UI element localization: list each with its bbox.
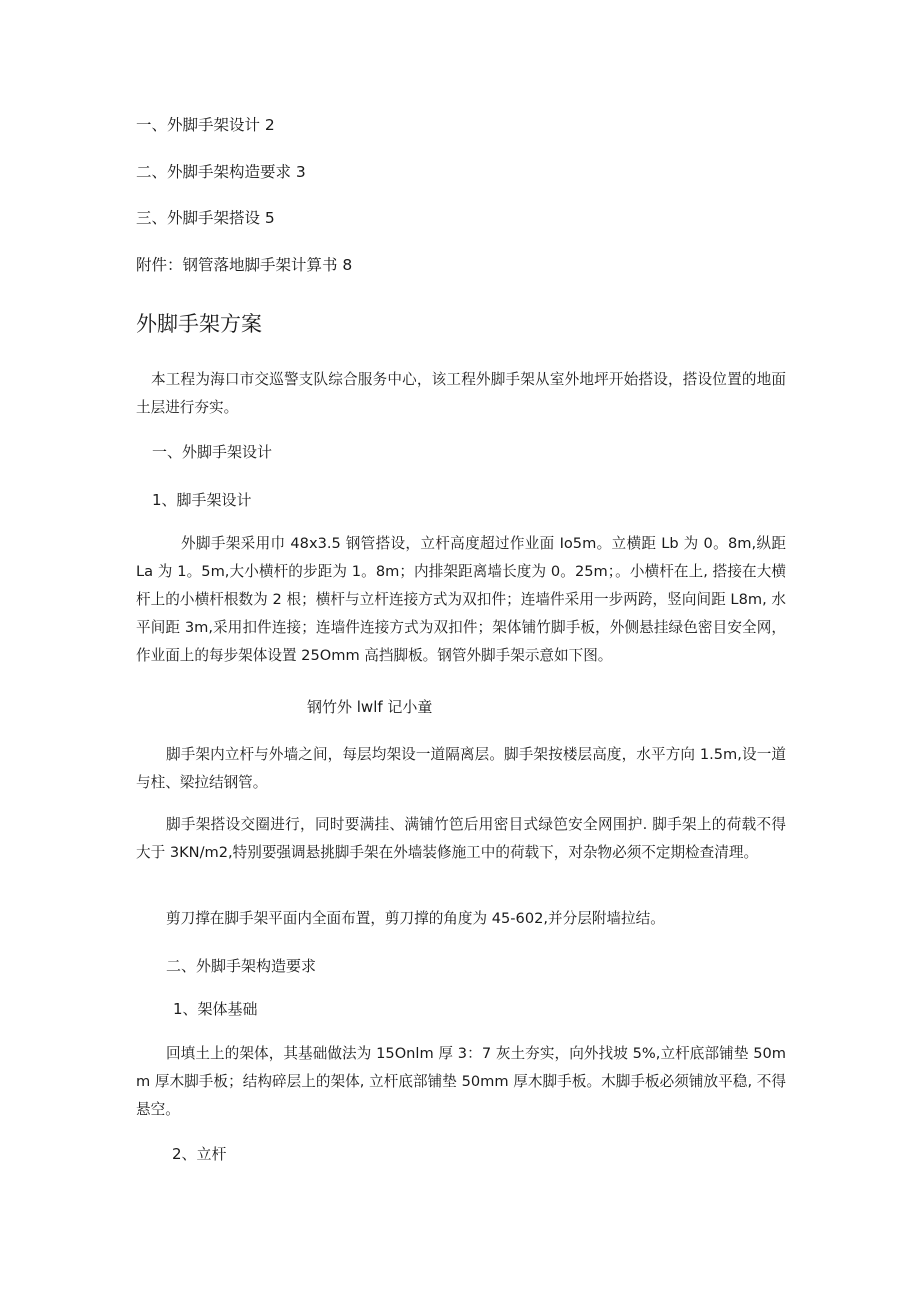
toc-item-design[interactable]: 一、外脚手架设计 2 <box>136 116 275 134</box>
load-paragraph: 脚手架搭设交圈进行，同时要满挂、满铺竹笆后用密目式绿笆安全网围护. 脚手架上的荷载不得大于 3KN∕m2,特别要强调悬挑脚手架在外墙装修施工中的荷载下，对杂物必须不定期检查清理。 <box>136 816 786 861</box>
subsection-1-1-heading: 1、脚手架设计 <box>152 491 252 509</box>
document-title: 外脚手架方案 <box>136 312 262 336</box>
foundation-paragraph: 回填土上的架体，其基础做法为 15Onlm 厚 3：7 灰土夯实，向外找坡 5%,立杆底部铺垫 50mm 厚木脚手板；结构碎层上的架体, 立杆底部铺垫 50mm 厚木脚手板。木脚手板必须铺放平稳, 不得悬空。 <box>136 1045 786 1118</box>
toc-item-erection[interactable]: 三、外脚手架搭设 5 <box>136 209 275 227</box>
isolation-paragraph: 脚手架内立杆与外墙之间，每层均架设一道隔离层。脚手架按楼层高度，水平方向 1.5m,设一道与柱、梁拉结钢管。 <box>136 746 786 791</box>
subsection-2-2-heading: 2、立杆 <box>172 1145 227 1163</box>
section-2-heading: 二、外脚手架构造要求 <box>166 957 317 975</box>
subsection-2-1-heading: 1、架体基础 <box>173 1000 258 1018</box>
brace-paragraph: 剪刀撑在脚手架平面内全面布置，剪刀撑的角度为 45-602,并分层附墙拉结。 <box>166 910 665 927</box>
intro-paragraph: 本工程为海口市交巡警支队综合服务中心，该工程外脚手架从室外地坪开始搭设，搭设位置的地面土层进行夯实。 <box>136 371 786 416</box>
figure-caption: 钢竹外 lwlf 记小童 <box>307 698 433 716</box>
section-1-heading: 一、外脚手架设计 <box>152 443 273 461</box>
design-paragraph: 外脚手架采用巾 48x3.5 钢管搭设，立杆高度超过作业面 Io5m。立横距 Lb 为 0。8m,纵距 La 为 1。5m,大小横杆的步距为 1。8m；内排架距离墙长度为 0。25m；。小横杆在上, 搭接在大横杆上的小横杆根数为 2 根；横杆与立杆连接方式为双扣件；连墙件采用一步两跨，竖向间距 L8m, 水平间距 3m,采用扣件连接；连墙件连接方式为双扣件；架体铺竹脚手板，外侧悬挂绿色密目安全网，作业面上的每步架体设置 25Omm 高挡脚板。钢管外脚手架示意如下图。 <box>136 535 786 664</box>
toc-item-appendix[interactable]: 附件：钢管落地脚手架计算书 8 <box>136 256 353 274</box>
toc-item-requirements[interactable]: 二、外脚手架构造要求 3 <box>136 163 306 181</box>
